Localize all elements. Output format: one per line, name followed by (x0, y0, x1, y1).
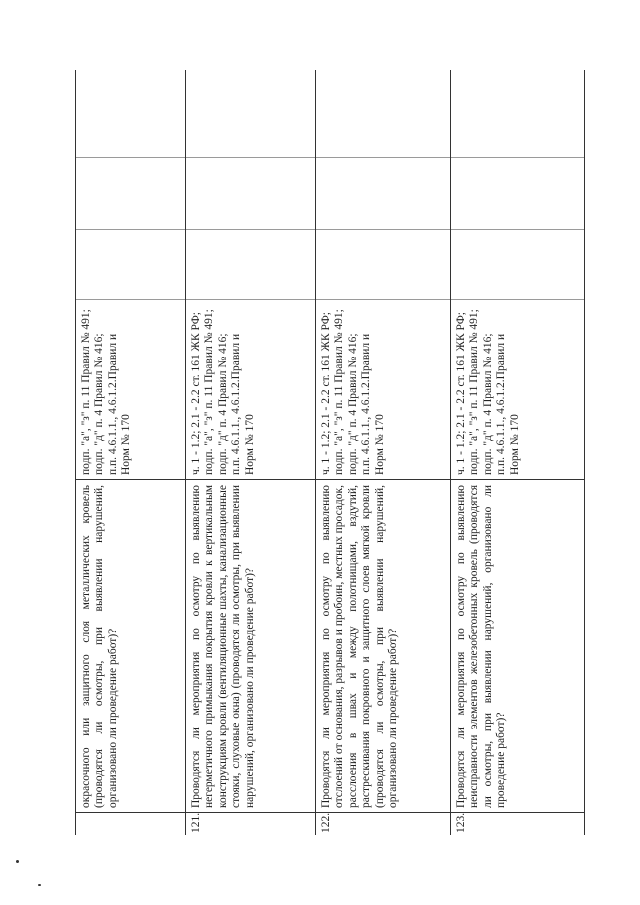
question-text: окрасочного или защитного слоя металлических кровель (проводятся ли осмотры, при выявлении нарушений, организовано ли проведение работ)? (80, 485, 119, 808)
reference-line: подп. "д" п. 4 Правил № 416; (346, 333, 359, 475)
column-divider (451, 229, 584, 230)
scan-speck (16, 860, 19, 863)
table-row (316, 70, 451, 835)
answer-cell (451, 158, 584, 230)
column-divider (76, 157, 185, 158)
legal-reference (316, 300, 450, 480)
table-row (451, 70, 584, 835)
answer-cell (76, 230, 185, 300)
column-divider (316, 157, 450, 158)
column-divider (76, 812, 185, 813)
row-number (76, 813, 185, 835)
answer-cell (451, 230, 584, 300)
answer-cell (451, 70, 584, 158)
question-text: Проводятся ли мероприятия по осмотру по выявлению отслоений от основания, разрывов и пробоин, местных просадок, расслоения в швах и между полотнищами, вздутий, растрескивания покровного и защитного слоев мягкой кровли (проводятся ли осмотры, при выявлении нарушений, организовано ли проведение работ)? (320, 485, 400, 808)
answer-cell (186, 70, 315, 158)
column-divider (76, 479, 185, 480)
reference-line: подп. "а", "з" п. 11 Правил № 491; (80, 309, 92, 475)
column-divider (76, 229, 185, 230)
column-divider (186, 479, 315, 480)
column-divider (186, 299, 315, 300)
checklist-table (75, 70, 585, 835)
scan-speck (38, 884, 41, 886)
reference-line: п.п. 4.6.1.1., 4.6.1.2.Правил и Норм № 170 (495, 333, 521, 475)
answer-cell (316, 158, 450, 230)
legal-reference (76, 300, 185, 480)
reference-line: ч. 1 - 1.2; 2.1 - 2.2 ст. 161 ЖК РФ; (190, 312, 202, 475)
question-text: Проводятся ли мероприятия по осмотру по выявлению негерметичного примыкания покрытия кровли к вертикальным конструкциям кровли (вентиляционные шахты, канализационные стояки, слуховые окна) (проводятся ли осмотры, при выявлении нарушений, организовано ли проведение работ)? (190, 485, 256, 808)
column-divider (186, 229, 315, 230)
row-number: 121. (190, 812, 202, 833)
reference-line: подп. "д" п. 4 Правил № 416; (216, 333, 229, 475)
row-number: 122. (320, 812, 332, 833)
reference-line: ч. 1 - 1.2; 2.1 - 2.2 ст. 161 ЖК РФ; (320, 312, 332, 475)
answer-cell (76, 158, 185, 230)
legal-reference (451, 300, 584, 480)
column-divider (451, 157, 584, 158)
column-divider (316, 299, 450, 300)
column-divider (316, 479, 450, 480)
reference-line: подп. "д" п. 4 Правил № 416; (481, 333, 494, 475)
answer-cell (186, 230, 315, 300)
table-row (186, 70, 316, 835)
column-divider (186, 812, 315, 813)
reference-line: подп. "а", "з" п. 11 Правил № 491; (333, 309, 346, 475)
column-divider (316, 812, 450, 813)
column-divider (451, 299, 584, 300)
question-text: Проводятся ли мероприятия по осмотру по выявлению неисправности элементов железобетонных кровель (проводятся ли осмотры, при выявлении нарушений, организовано ли проведение работ)? (455, 485, 508, 808)
answer-cell (76, 70, 185, 158)
reference-line: подп. "а", "з" п. 11 Правил № 491; (203, 309, 216, 475)
reference-line: подп. "д" п. 4 Правил № 416; (93, 333, 106, 475)
column-divider (186, 157, 315, 158)
reference-line: ч. 1 - 1.2; 2.1 - 2.2 ст. 161 ЖК РФ; (455, 312, 467, 475)
reference-line: подп. "а", "з" п. 11 Правил № 491; (468, 309, 481, 475)
answer-cell (316, 70, 450, 158)
answer-cell (316, 230, 450, 300)
reference-line: п.п. 4.6.1.1., 4.6.1.2.Правил и Норм № 170 (360, 333, 386, 475)
row-number: 123. (455, 812, 467, 833)
column-divider (316, 229, 450, 230)
reference-line: п.п. 4.6.1.1., 4.6.1.2.Правил и Норм № 170 (230, 333, 256, 475)
answer-cell (186, 158, 315, 230)
column-divider (451, 812, 584, 813)
table-row (76, 70, 186, 835)
column-divider (451, 479, 584, 480)
legal-reference (186, 300, 315, 480)
column-divider (76, 299, 185, 300)
reference-line: п.п. 4.6.1.1., 4.6.1.2.Правил и Норм № 170 (106, 333, 133, 475)
